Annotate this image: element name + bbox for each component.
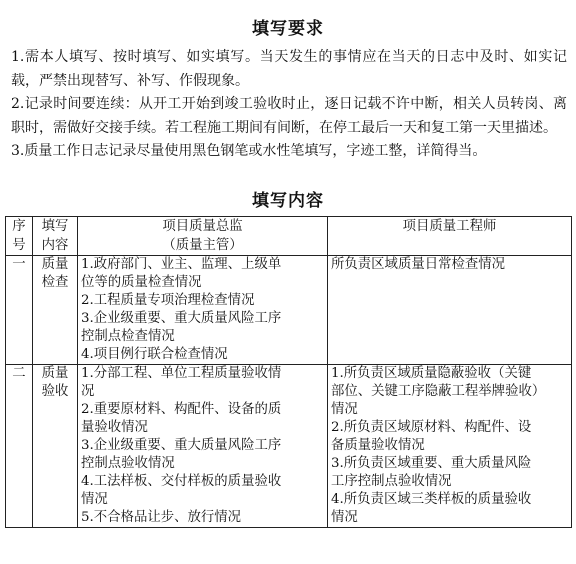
- row-item: 质量 检查: [33, 256, 78, 365]
- header-engineer: 项目质量工程师: [328, 217, 572, 256]
- requirement-item-3: 3.质量工作日志记录尽量使用黑色钢笔或水性笔填写，字迹工整，详简得当。: [11, 143, 487, 159]
- row-seq: 二: [6, 365, 33, 528]
- header-seq: 序 号: [6, 217, 33, 256]
- content-title: 填写内容: [252, 191, 324, 211]
- content-table: [5, 216, 572, 528]
- row-item: 质量 验收: [33, 365, 78, 528]
- requirement-item-2: 2.记录时间要连续：从开工开始到竣工验收时止，逐日记载不许中断，相关人员转岗、离职时，需做好交接手续。若工程施工期间有间断，在停工最后一天和复工第一天里描述。: [11, 96, 567, 136]
- row-engineer: 所负责区域质量日常检查情况: [328, 256, 572, 365]
- requirements-title: 填写要求: [252, 19, 324, 39]
- table-row: [6, 256, 572, 365]
- row-director: 1.政府部门、业主、监理、上级单 位等的质量检查情况 2.工程质量专项治理检查情况 3.企业级重要、重大质量风险工序 控制点检查情况 4.项目例行联合检查情况: [78, 256, 328, 365]
- row-director: 1.分部工程、单位工程质量验收情 况 2.重要原材料、构配件、设备的质 量验收情况 3.企业级重要、重大质量风险工序 控制点验收情况 4.工法样板、交付样板的质量验收 情况 5.不合格品让步、放行情况: [78, 365, 328, 528]
- header-director: 项目质量总监 （质量主管）: [78, 217, 328, 256]
- table-header-row: [6, 217, 572, 256]
- header-item: 填写 内容: [33, 217, 78, 256]
- row-seq: 一: [6, 256, 33, 365]
- row-engineer: 1.所负责区域质量隐蔽验收（关键 部位、关键工序隐蔽工程举牌验收） 情况 2.所负责区域原材料、构配件、设 备质量验收情况 3.所负责区域重要、重大质量风险 工序控制点验收情况 4.所负责区域三类样板的质量验收 情况: [328, 365, 572, 528]
- requirements-list: [11, 46, 567, 164]
- requirement-item-1: 1.需本人填写、按时填写、如实填写。当天发生的事情应在当天的日志中及时、如实记载，严禁出现替写、补写、作假现象。: [11, 49, 567, 89]
- table-row: [6, 365, 572, 528]
